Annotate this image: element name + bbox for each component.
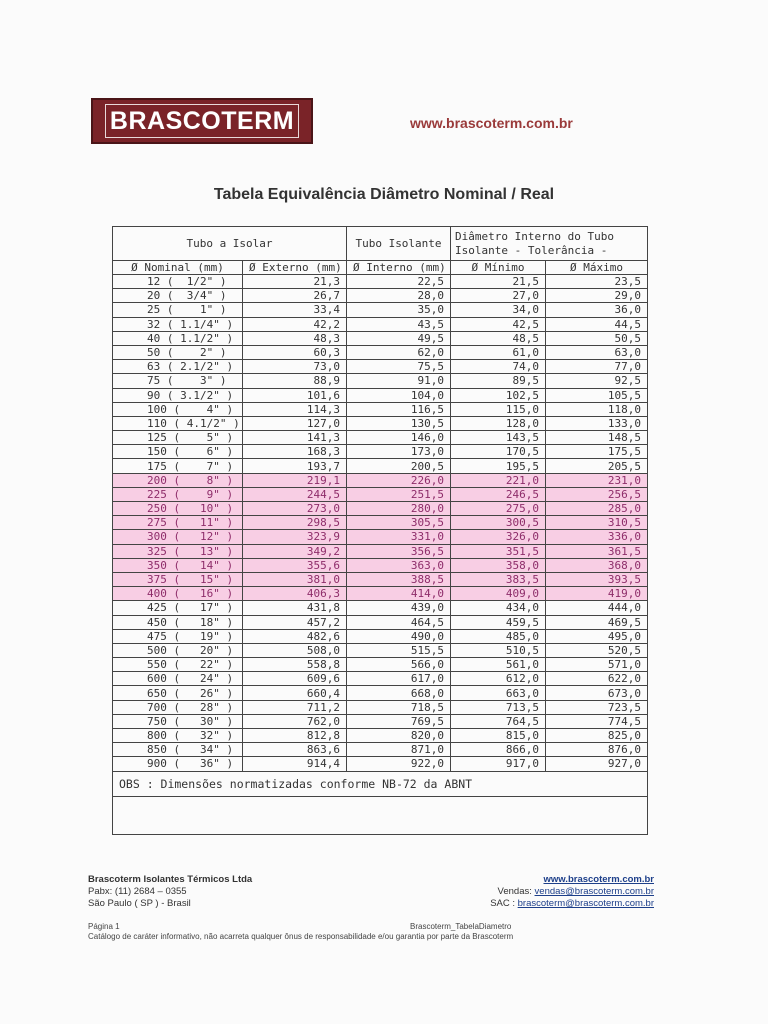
cell-interno: 35,0 xyxy=(347,303,451,317)
table-row xyxy=(113,615,648,629)
cell-nominal: 550 ( 22" ) xyxy=(113,658,243,672)
cell-externo: 762,0 xyxy=(243,714,347,728)
cell-nominal: 800 ( 32" ) xyxy=(113,729,243,743)
cell-nominal: 375 ( 15" ) xyxy=(113,572,243,586)
cell-nominal: 50 ( 2" ) xyxy=(113,345,243,359)
table-row xyxy=(113,473,648,487)
cell-maximo: 205,5 xyxy=(546,459,648,473)
cell-nominal: 650 ( 26" ) xyxy=(113,686,243,700)
cell-nominal: 350 ( 14" ) xyxy=(113,558,243,572)
cell-interno: 871,0 xyxy=(347,743,451,757)
cell-minimo: 21,5 xyxy=(451,275,546,289)
table-row xyxy=(113,360,648,374)
cell-interno: 305,5 xyxy=(347,516,451,530)
cell-minimo: 128,0 xyxy=(451,416,546,430)
cell-maximo: 723,5 xyxy=(546,700,648,714)
cell-nominal: 75 ( 3" ) xyxy=(113,374,243,388)
sales-line xyxy=(490,886,654,898)
logo-text: BRASCOTERM xyxy=(105,104,299,138)
cell-interno: 490,0 xyxy=(347,629,451,643)
sac-email-link[interactable]: brascoterm@brascoterm.com.br xyxy=(517,898,654,909)
table-row xyxy=(113,757,648,771)
cell-nominal: 400 ( 16" ) xyxy=(113,587,243,601)
cell-maximo: 495,0 xyxy=(546,629,648,643)
cell-interno: 22,5 xyxy=(347,275,451,289)
cell-interno: 718,5 xyxy=(347,700,451,714)
page-number: Página 1 xyxy=(88,922,120,931)
table-row xyxy=(113,686,648,700)
cell-interno: 922,0 xyxy=(347,757,451,771)
cell-minimo: 300,5 xyxy=(451,516,546,530)
table-row xyxy=(113,459,648,473)
cell-maximo: 310,5 xyxy=(546,516,648,530)
cell-interno: 75,5 xyxy=(347,360,451,374)
header-website-link[interactable]: www.brascoterm.com.br xyxy=(410,115,573,131)
cell-nominal: 450 ( 18" ) xyxy=(113,615,243,629)
cell-nominal: 275 ( 11" ) xyxy=(113,516,243,530)
cell-minimo: 351,5 xyxy=(451,544,546,558)
cell-minimo: 115,0 xyxy=(451,402,546,416)
cell-nominal: 325 ( 13" ) xyxy=(113,544,243,558)
cell-interno: 280,0 xyxy=(347,502,451,516)
footer-website-link[interactable]: www.brascoterm.com.br xyxy=(543,874,654,885)
cell-minimo: 27,0 xyxy=(451,289,546,303)
company-phone: Pabx: (11) 2684 – 0355 xyxy=(88,886,187,897)
cell-externo: 219,1 xyxy=(243,473,347,487)
cell-externo: 660,4 xyxy=(243,686,347,700)
cell-interno: 130,5 xyxy=(347,416,451,430)
cell-minimo: 221,0 xyxy=(451,473,546,487)
cell-nominal: 300 ( 12" ) xyxy=(113,530,243,544)
cell-interno: 464,5 xyxy=(347,615,451,629)
cell-externo: 711,2 xyxy=(243,700,347,714)
cell-interno: 566,0 xyxy=(347,658,451,672)
cell-maximo: 444,0 xyxy=(546,601,648,615)
cell-interno: 43,5 xyxy=(347,317,451,331)
cell-externo: 33,4 xyxy=(243,303,347,317)
cell-minimo: 89,5 xyxy=(451,374,546,388)
cell-interno: 251,5 xyxy=(347,487,451,501)
cell-nominal: 40 ( 1.1/2" ) xyxy=(113,331,243,345)
cell-externo: 273,0 xyxy=(243,502,347,516)
cell-nominal: 175 ( 7" ) xyxy=(113,459,243,473)
cell-maximo: 23,5 xyxy=(546,275,648,289)
footer-company-block xyxy=(88,874,252,910)
cell-externo: 127,0 xyxy=(243,416,347,430)
cell-interno: 668,0 xyxy=(347,686,451,700)
cell-minimo: 170,5 xyxy=(451,445,546,459)
cell-interno: 439,0 xyxy=(347,601,451,615)
cell-interno: 769,5 xyxy=(347,714,451,728)
cell-nominal: 750 ( 30" ) xyxy=(113,714,243,728)
cell-minimo: 409,0 xyxy=(451,587,546,601)
company-name: Brascoterm Isolantes Térmicos Ltda xyxy=(88,874,253,885)
cell-nominal: 32 ( 1.1/4" ) xyxy=(113,317,243,331)
cell-maximo: 927,0 xyxy=(546,757,648,771)
cell-minimo: 815,0 xyxy=(451,729,546,743)
table-row xyxy=(113,374,648,388)
cell-minimo: 246,5 xyxy=(451,487,546,501)
cell-maximo: 876,0 xyxy=(546,743,648,757)
cell-minimo: 143,5 xyxy=(451,431,546,445)
cell-nominal: 63 ( 2.1/2" ) xyxy=(113,360,243,374)
cell-externo: 431,8 xyxy=(243,601,347,615)
cell-minimo: 195,5 xyxy=(451,459,546,473)
cell-nominal: 100 ( 4" ) xyxy=(113,402,243,416)
cell-externo: 26,7 xyxy=(243,289,347,303)
cell-minimo: 485,0 xyxy=(451,629,546,643)
page-footer-row xyxy=(88,922,648,932)
document-name: Brascoterm_TabelaDiametro xyxy=(410,922,512,931)
cell-minimo: 561,0 xyxy=(451,658,546,672)
cell-maximo: 368,0 xyxy=(546,558,648,572)
cell-maximo: 393,5 xyxy=(546,572,648,586)
cell-nominal: 200 ( 8" ) xyxy=(113,473,243,487)
cell-interno: 49,5 xyxy=(347,331,451,345)
cell-externo: 863,6 xyxy=(243,743,347,757)
table-row xyxy=(113,743,648,757)
cell-externo: 60,3 xyxy=(243,345,347,359)
cell-maximo: 148,5 xyxy=(546,431,648,445)
table-row xyxy=(113,629,648,643)
cell-externo: 141,3 xyxy=(243,431,347,445)
cell-nominal: 12 ( 1/2" ) xyxy=(113,275,243,289)
sac-label: SAC : xyxy=(490,898,515,909)
cell-interno: 91,0 xyxy=(347,374,451,388)
brascoterm-logo xyxy=(91,98,313,144)
cell-externo: 298,5 xyxy=(243,516,347,530)
group-header-tubo-isolante: Tubo Isolante xyxy=(347,227,451,261)
cell-nominal: 850 ( 34" ) xyxy=(113,743,243,757)
table-row xyxy=(113,672,648,686)
cell-nominal: 110 ( 4.1/2" ) xyxy=(113,416,243,430)
table-row xyxy=(113,345,648,359)
table-row xyxy=(113,587,648,601)
cell-maximo: 774,5 xyxy=(546,714,648,728)
cell-maximo: 419,0 xyxy=(546,587,648,601)
cell-maximo: 571,0 xyxy=(546,658,648,672)
cell-externo: 244,5 xyxy=(243,487,347,501)
cell-externo: 88,9 xyxy=(243,374,347,388)
cell-interno: 388,5 xyxy=(347,572,451,586)
table-row xyxy=(113,643,648,657)
table-row xyxy=(113,275,648,289)
cell-interno: 820,0 xyxy=(347,729,451,743)
cell-maximo: 36,0 xyxy=(546,303,648,317)
cell-maximo: 520,5 xyxy=(546,643,648,657)
cell-minimo: 510,5 xyxy=(451,643,546,657)
cell-externo: 168,3 xyxy=(243,445,347,459)
group-header-tubo-isolar: Tubo a Isolar xyxy=(113,227,347,261)
cell-minimo: 326,0 xyxy=(451,530,546,544)
footer-contact-block xyxy=(490,874,654,910)
cell-externo: 323,9 xyxy=(243,530,347,544)
cell-externo: 482,6 xyxy=(243,629,347,643)
cell-maximo: 29,0 xyxy=(546,289,648,303)
column-header-minimo: Ø Mínimo xyxy=(451,261,546,275)
cell-maximo: 118,0 xyxy=(546,402,648,416)
cell-minimo: 663,0 xyxy=(451,686,546,700)
diameter-table xyxy=(112,226,648,835)
cell-interno: 617,0 xyxy=(347,672,451,686)
cell-externo: 48,3 xyxy=(243,331,347,345)
cell-nominal: 225 ( 9" ) xyxy=(113,487,243,501)
table-row xyxy=(113,388,648,402)
cell-maximo: 231,0 xyxy=(546,473,648,487)
cell-maximo: 673,0 xyxy=(546,686,648,700)
cell-externo: 349,2 xyxy=(243,544,347,558)
sales-email-link[interactable]: vendas@brascoterm.com.br xyxy=(534,886,654,897)
column-header-maximo: Ø Máximo xyxy=(546,261,648,275)
cell-externo: 21,3 xyxy=(243,275,347,289)
cell-interno: 331,0 xyxy=(347,530,451,544)
table-row xyxy=(113,402,648,416)
group-header-diametro-interno: Diâmetro Interno do Tubo Isolante - Tolerância - xyxy=(451,227,648,261)
cell-nominal: 700 ( 28" ) xyxy=(113,700,243,714)
table-row xyxy=(113,331,648,345)
table-row xyxy=(113,487,648,501)
column-header-interno: Ø Interno (mm) xyxy=(347,261,451,275)
cell-nominal: 600 ( 24" ) xyxy=(113,672,243,686)
cell-minimo: 102,5 xyxy=(451,388,546,402)
table-row xyxy=(113,289,648,303)
table-row xyxy=(113,516,648,530)
cell-nominal: 900 ( 36" ) xyxy=(113,757,243,771)
cell-maximo: 77,0 xyxy=(546,360,648,374)
table-body xyxy=(113,275,648,772)
cell-externo: 609,6 xyxy=(243,672,347,686)
cell-minimo: 42,5 xyxy=(451,317,546,331)
page-title: Tabela Equivalência Diâmetro Nominal / Real xyxy=(213,186,555,203)
cell-maximo: 44,5 xyxy=(546,317,648,331)
cell-maximo: 469,5 xyxy=(546,615,648,629)
table-row xyxy=(113,700,648,714)
cell-interno: 146,0 xyxy=(347,431,451,445)
cell-nominal: 150 ( 6" ) xyxy=(113,445,243,459)
cell-maximo: 256,5 xyxy=(546,487,648,501)
cell-externo: 114,3 xyxy=(243,402,347,416)
cell-minimo: 866,0 xyxy=(451,743,546,757)
cell-externo: 457,2 xyxy=(243,615,347,629)
table-row xyxy=(113,544,648,558)
cell-maximo: 361,5 xyxy=(546,544,648,558)
table-row xyxy=(113,502,648,516)
cell-maximo: 92,5 xyxy=(546,374,648,388)
cell-externo: 558,8 xyxy=(243,658,347,672)
table-row xyxy=(113,658,648,672)
table-row xyxy=(113,431,648,445)
table-row xyxy=(113,601,648,615)
cell-minimo: 383,5 xyxy=(451,572,546,586)
cell-interno: 104,0 xyxy=(347,388,451,402)
cell-maximo: 336,0 xyxy=(546,530,648,544)
column-header-externo: Ø Externo (mm) xyxy=(243,261,347,275)
cell-minimo: 74,0 xyxy=(451,360,546,374)
cell-externo: 73,0 xyxy=(243,360,347,374)
blank-row xyxy=(113,796,648,834)
cell-externo: 381,0 xyxy=(243,572,347,586)
cell-nominal: 250 ( 10" ) xyxy=(113,502,243,516)
cell-interno: 356,5 xyxy=(347,544,451,558)
cell-externo: 101,6 xyxy=(243,388,347,402)
cell-minimo: 917,0 xyxy=(451,757,546,771)
cell-minimo: 612,0 xyxy=(451,672,546,686)
cell-interno: 414,0 xyxy=(347,587,451,601)
cell-interno: 515,5 xyxy=(347,643,451,657)
cell-maximo: 175,5 xyxy=(546,445,648,459)
cell-minimo: 34,0 xyxy=(451,303,546,317)
cell-minimo: 48,5 xyxy=(451,331,546,345)
cell-externo: 508,0 xyxy=(243,643,347,657)
cell-externo: 193,7 xyxy=(243,459,347,473)
cell-interno: 116,5 xyxy=(347,402,451,416)
cell-interno: 363,0 xyxy=(347,558,451,572)
cell-nominal: 475 ( 19" ) xyxy=(113,629,243,643)
cell-maximo: 50,5 xyxy=(546,331,648,345)
cell-minimo: 358,0 xyxy=(451,558,546,572)
table-row xyxy=(113,572,648,586)
cell-interno: 173,0 xyxy=(347,445,451,459)
cell-externo: 406,3 xyxy=(243,587,347,601)
sac-line xyxy=(490,898,654,910)
sales-label: Vendas: xyxy=(497,886,532,897)
cell-externo: 812,8 xyxy=(243,729,347,743)
table-row xyxy=(113,416,648,430)
cell-minimo: 61,0 xyxy=(451,345,546,359)
cell-externo: 355,6 xyxy=(243,558,347,572)
cell-minimo: 764,5 xyxy=(451,714,546,728)
table-row xyxy=(113,445,648,459)
cell-maximo: 133,0 xyxy=(546,416,648,430)
cell-nominal: 25 ( 1" ) xyxy=(113,303,243,317)
cell-maximo: 63,0 xyxy=(546,345,648,359)
table-row xyxy=(113,530,648,544)
cell-minimo: 713,5 xyxy=(451,700,546,714)
table-row xyxy=(113,558,648,572)
table-row xyxy=(113,317,648,331)
cell-nominal: 125 ( 5" ) xyxy=(113,431,243,445)
cell-minimo: 459,5 xyxy=(451,615,546,629)
cell-maximo: 105,5 xyxy=(546,388,648,402)
disclaimer: Catálogo de caráter informativo, não acarreta qualquer ônus de responsabilidade e/ou garantia por parte da Brascoterm xyxy=(88,932,514,941)
column-header-nominal: Ø Nominal (mm) xyxy=(113,261,243,275)
cell-minimo: 275,0 xyxy=(451,502,546,516)
table-row xyxy=(113,303,648,317)
cell-nominal: 20 ( 3/4" ) xyxy=(113,289,243,303)
cell-maximo: 285,0 xyxy=(546,502,648,516)
company-city: São Paulo ( SP ) - Brasil xyxy=(88,898,191,909)
cell-externo: 914,4 xyxy=(243,757,347,771)
table-row xyxy=(113,729,648,743)
cell-nominal: 90 ( 3.1/2" ) xyxy=(113,388,243,402)
table-row xyxy=(113,714,648,728)
page-footer xyxy=(88,922,648,942)
cell-nominal: 500 ( 20" ) xyxy=(113,643,243,657)
cell-interno: 226,0 xyxy=(347,473,451,487)
cell-interno: 28,0 xyxy=(347,289,451,303)
cell-externo: 42,2 xyxy=(243,317,347,331)
cell-maximo: 622,0 xyxy=(546,672,648,686)
cell-maximo: 825,0 xyxy=(546,729,648,743)
cell-interno: 200,5 xyxy=(347,459,451,473)
cell-interno: 62,0 xyxy=(347,345,451,359)
obs-note: OBS : Dimensões normatizadas conforme NB-72 da ABNT xyxy=(113,771,648,796)
cell-minimo: 434,0 xyxy=(451,601,546,615)
cell-nominal: 425 ( 17" ) xyxy=(113,601,243,615)
